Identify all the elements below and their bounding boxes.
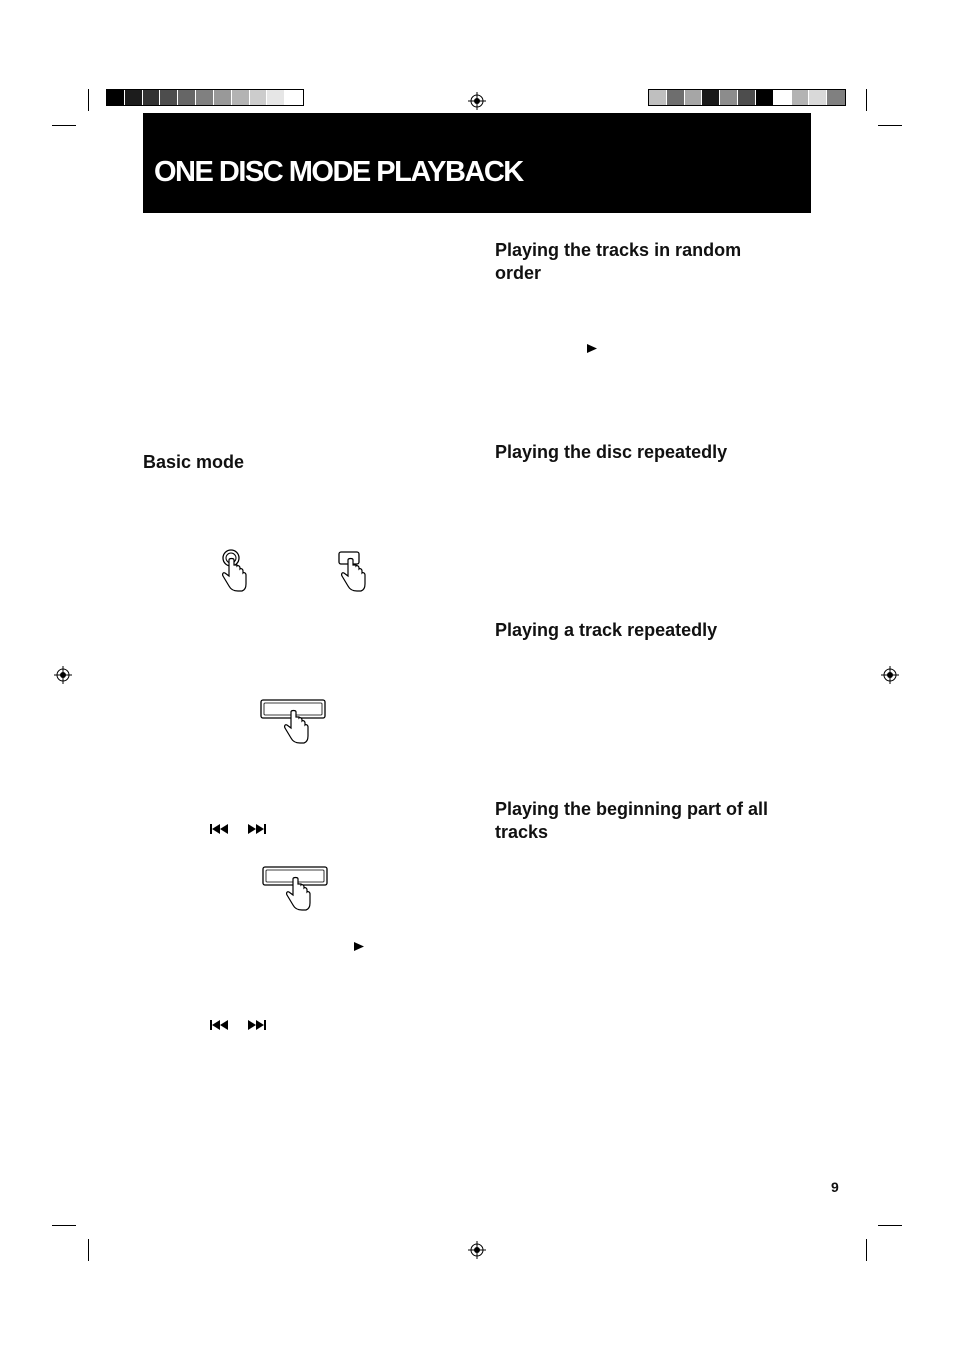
color-swatch <box>214 90 232 105</box>
color-swatch <box>250 90 268 105</box>
skip-forward-icon <box>248 1020 268 1030</box>
color-swatch <box>720 90 738 105</box>
color-swatch <box>196 90 214 105</box>
color-swatch <box>738 90 756 105</box>
crop-mark <box>866 89 867 111</box>
title-banner <box>143 113 811 213</box>
play-triangle-icon <box>587 344 597 353</box>
random-order-heading: Playing the tracks in random order <box>495 240 742 283</box>
crop-mark <box>88 89 89 111</box>
skip-back-icon <box>210 1020 230 1030</box>
crop-mark <box>52 1225 76 1226</box>
crop-mark <box>88 1239 89 1261</box>
color-swatch <box>267 90 285 105</box>
skip-back-icon <box>210 824 230 834</box>
crop-mark <box>52 125 76 126</box>
color-swatch <box>685 90 703 105</box>
finger-press-icon <box>261 865 331 915</box>
color-swatch <box>809 90 827 105</box>
crop-mark <box>878 125 902 126</box>
finger-press-icon <box>336 550 370 594</box>
color-swatch <box>756 90 774 105</box>
color-calibration-bar-right <box>648 89 846 106</box>
color-swatch <box>702 90 720 105</box>
color-swatch <box>774 90 792 105</box>
registration-mark-icon <box>468 92 486 110</box>
color-swatch <box>827 90 845 105</box>
page-number: 9 <box>831 1179 839 1195</box>
registration-mark-icon <box>54 666 72 684</box>
color-swatch <box>143 90 161 105</box>
color-swatch <box>125 90 143 105</box>
finger-press-icon <box>218 548 250 594</box>
play-triangle-icon <box>354 942 364 951</box>
color-swatch <box>792 90 810 105</box>
skip-forward-icon <box>248 824 268 834</box>
registration-mark-icon <box>881 666 899 684</box>
repeat-track-heading: Playing a track repeatedly <box>495 620 718 640</box>
repeat-disc-heading: Playing the disc repeatedly <box>495 442 728 462</box>
crop-mark <box>878 1225 902 1226</box>
page-title: ONE DISC MODE PLAYBACK <box>154 156 523 188</box>
color-swatch <box>649 90 667 105</box>
color-swatch <box>178 90 196 105</box>
finger-press-icon <box>259 698 329 748</box>
color-swatch <box>232 90 250 105</box>
color-swatch <box>667 90 685 105</box>
intro-scan-heading: Playing the beginning part of all tracks <box>495 799 769 842</box>
registration-mark-icon <box>468 1241 486 1259</box>
crop-mark <box>866 1239 867 1261</box>
color-swatch <box>107 90 125 105</box>
color-swatch <box>160 90 178 105</box>
basic-mode-heading: Basic mode <box>143 452 245 472</box>
color-calibration-bar-left <box>106 89 304 106</box>
color-swatch <box>285 90 303 105</box>
